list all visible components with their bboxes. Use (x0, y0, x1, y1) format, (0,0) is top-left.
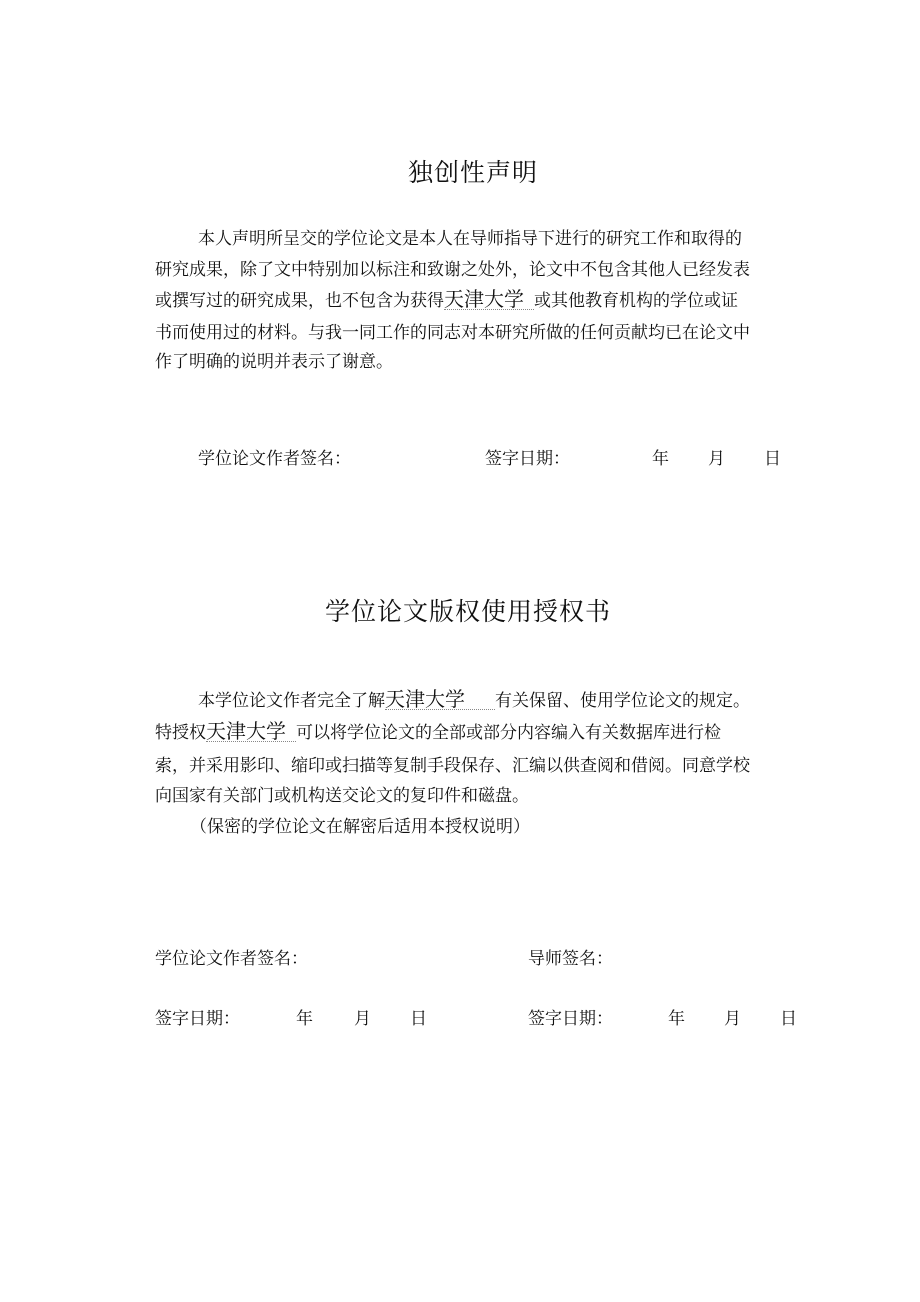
declaration-line-1: 本人声明所呈交的学位论文是本人在导师指导下进行的研究工作和取得的 (198, 229, 742, 249)
declaration-line-3 (155, 289, 738, 311)
authorization-year-right: 年 (668, 1009, 685, 1029)
authorization-line-1-post: 有关保留、使用学位论文的规定。 (495, 691, 750, 711)
declaration-month-label: 月 (708, 449, 725, 469)
authorization-date-label-left: 签字日期： (155, 1009, 240, 1029)
declaration-line-3-post: 或其他教育机构的学位或证 (534, 291, 738, 311)
authorization-line-3: 索，并采用影印、缩印或扫描等复制手段保存、汇编以供查阅和借阅。同意学校 (155, 756, 750, 776)
authorization-line-1-pre: 本学位论文作者完全了解 (198, 691, 385, 711)
declaration-day-label: 日 (764, 449, 781, 469)
declaration-author-sign-label: 学位论文作者签名： (198, 449, 351, 469)
authorization-date-label-right: 签字日期： (528, 1009, 613, 1029)
authorization-line-1 (198, 689, 750, 711)
authorization-line-4: 向国家有关部门或机构送交论文的复印件和磁盘。 (155, 786, 529, 806)
authorization-line-2-post: 可以将学位论文的全部或部分内容编入有关数据库进行检 (296, 723, 721, 743)
authorization-advisor-sign-label: 导师签名： (528, 949, 613, 969)
declaration-line-5: 作了明确的说明并表示了谢意。 (155, 352, 393, 372)
declaration-year-label: 年 (652, 449, 669, 469)
university-name-field: 天津大学 (385, 689, 495, 710)
declaration-title: 独创性声明 (408, 158, 539, 187)
authorization-line-2 (155, 721, 721, 743)
authorization-month-left: 月 (354, 1009, 371, 1029)
authorization-year-left: 年 (296, 1009, 313, 1029)
declaration-line-3-pre: 或撰写过的研究成果，也不包含为获得 (155, 291, 444, 311)
authorization-month-right: 月 (724, 1009, 741, 1029)
authorization-author-sign-label: 学位论文作者签名： (155, 949, 308, 969)
authorization-line-2-pre: 特授权 (155, 723, 206, 743)
declaration-line-4: 书而使用过的材料。与我一同工作的同志对本研究所做的任何贡献均已在论文中 (155, 323, 750, 343)
university-name-field: 天津大学 (444, 289, 534, 310)
authorization-title: 学位论文版权使用授权书 (325, 597, 612, 626)
declaration-date-label: 签字日期： (485, 449, 570, 469)
authorization-note: （保密的学位论文在解密后适用本授权说明） (190, 817, 530, 837)
authorization-day-right: 日 (780, 1009, 797, 1029)
declaration-line-2: 研究成果，除了文中特别加以标注和致谢之处外，论文中不包含其他人已经发表 (155, 260, 750, 280)
authorization-day-left: 日 (410, 1009, 427, 1029)
university-name-field: 天津大学 (206, 721, 296, 742)
